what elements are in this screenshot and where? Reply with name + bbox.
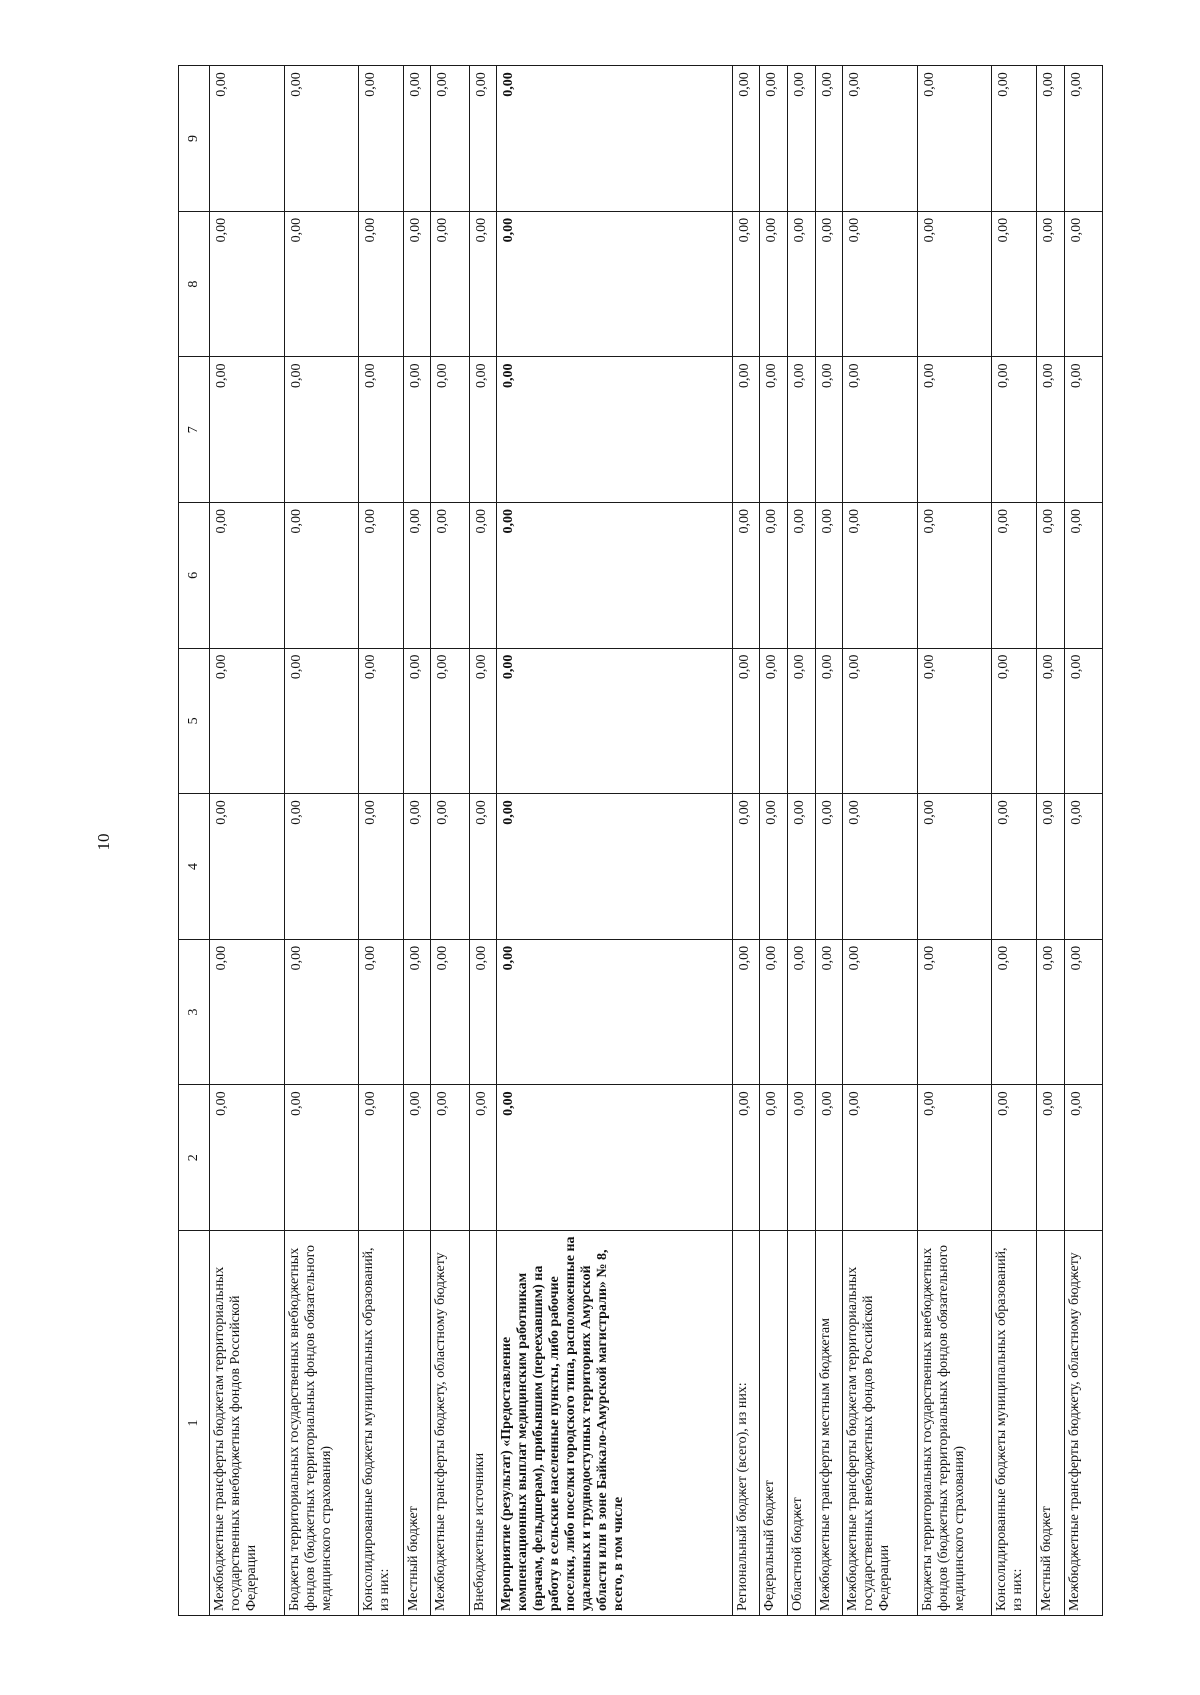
cell-value: 0,00 (403, 357, 431, 503)
row-label: Областной бюджет (788, 1231, 816, 1616)
cell-value: 0,00 (403, 794, 431, 940)
cell-value: 0,00 (431, 503, 469, 649)
cell-value: 0,00 (815, 1085, 843, 1231)
cell-value: 0,00 (1064, 66, 1103, 212)
table-row (210, 66, 285, 1616)
cell-value: 0,00 (359, 503, 403, 649)
budget-table (178, 65, 1103, 1616)
cell-value: 0,00 (732, 503, 760, 649)
cell-value: 0,00 (815, 939, 843, 1085)
table-row (732, 66, 760, 1616)
cell-value: 0,00 (917, 66, 992, 212)
cell-value: 0,00 (815, 211, 843, 357)
row-label: Межбюджетные трансферты бюджетам территориальных государственных внебюджетных фондов Российской Федерации (210, 1231, 285, 1616)
cell-value: 0,00 (1064, 939, 1103, 1085)
cell-value: 0,00 (210, 357, 285, 503)
cell-value: 0,00 (843, 939, 918, 1085)
cell-value: 0,00 (284, 357, 359, 503)
cell-value: 0,00 (403, 939, 431, 1085)
cell-value: 0,00 (732, 648, 760, 794)
cell-value: 0,00 (843, 211, 918, 357)
cell-value: 0,00 (843, 357, 918, 503)
cell-value: 0,00 (1064, 503, 1103, 649)
cell-value: 0,00 (210, 503, 285, 649)
cell-value: 0,00 (403, 648, 431, 794)
cell-value: 0,00 (1064, 648, 1103, 794)
cell-value: 0,00 (497, 794, 733, 940)
cell-value: 0,00 (1036, 939, 1064, 1085)
column-header: 6 (179, 503, 210, 649)
cell-value: 0,00 (284, 794, 359, 940)
table-row (1064, 66, 1103, 1616)
cell-value: 0,00 (788, 357, 816, 503)
row-label: Бюджеты территориальных государственных внебюджетных фондов (бюджетных территориальных фондов обязательного медицинского страхования) (284, 1231, 359, 1616)
cell-value: 0,00 (431, 211, 469, 357)
cell-value: 0,00 (992, 648, 1036, 794)
table-row (431, 66, 469, 1616)
cell-value: 0,00 (992, 357, 1036, 503)
cell-value: 0,00 (732, 794, 760, 940)
cell-value: 0,00 (469, 211, 497, 357)
cell-value: 0,00 (992, 66, 1036, 212)
column-header: 1 (179, 1231, 210, 1616)
cell-value: 0,00 (497, 211, 733, 357)
cell-value: 0,00 (732, 357, 760, 503)
cell-value: 0,00 (760, 1085, 788, 1231)
row-label: Местный бюджет (403, 1231, 431, 1616)
row-label: Мероприятие (результат) «Предоставление компенсационных выплат медицинским работникам (врачам, фельдшерам), прибывшим (переехавшим) на работу в сельские населенные пункты, либо рабочие поселки, либо поселки городского типа, расположенные на удаленных и труднодоступных территориях Амурской области или в зоне Байкало-Амурской магистрали» № 8, всего, в том числе (497, 1231, 733, 1616)
cell-value: 0,00 (403, 503, 431, 649)
cell-value: 0,00 (1064, 357, 1103, 503)
cell-value: 0,00 (431, 357, 469, 503)
cell-value: 0,00 (359, 939, 403, 1085)
row-label: Федеральный бюджет (760, 1231, 788, 1616)
cell-value: 0,00 (497, 939, 733, 1085)
cell-value: 0,00 (788, 648, 816, 794)
cell-value: 0,00 (1064, 1085, 1103, 1231)
cell-value: 0,00 (1036, 1085, 1064, 1231)
row-label: Внебюджетные источники (469, 1231, 497, 1616)
column-header: 8 (179, 211, 210, 357)
cell-value: 0,00 (760, 503, 788, 649)
cell-value: 0,00 (732, 211, 760, 357)
cell-value: 0,00 (843, 66, 918, 212)
cell-value: 0,00 (359, 794, 403, 940)
cell-value: 0,00 (917, 211, 992, 357)
cell-value: 0,00 (788, 794, 816, 940)
cell-value: 0,00 (431, 1085, 469, 1231)
cell-value: 0,00 (403, 66, 431, 212)
cell-value: 0,00 (917, 939, 992, 1085)
cell-value: 0,00 (992, 1085, 1036, 1231)
cell-value: 0,00 (843, 794, 918, 940)
cell-value: 0,00 (284, 648, 359, 794)
header-row (179, 66, 210, 1616)
table-row (992, 66, 1036, 1616)
cell-value: 0,00 (788, 939, 816, 1085)
table-row (760, 66, 788, 1616)
row-label: Региональный бюджет (всего), из них: (732, 1231, 760, 1616)
cell-value: 0,00 (815, 66, 843, 212)
cell-value: 0,00 (284, 939, 359, 1085)
row-label: Местный бюджет (1036, 1231, 1064, 1616)
cell-value: 0,00 (992, 503, 1036, 649)
cell-value: 0,00 (284, 1085, 359, 1231)
cell-value: 0,00 (1036, 66, 1064, 212)
table-row (788, 66, 816, 1616)
cell-value: 0,00 (284, 503, 359, 649)
cell-value: 0,00 (359, 357, 403, 503)
cell-value: 0,00 (469, 66, 497, 212)
cell-value: 0,00 (1036, 211, 1064, 357)
cell-value: 0,00 (210, 66, 285, 212)
cell-value: 0,00 (917, 794, 992, 940)
cell-value: 0,00 (210, 1085, 285, 1231)
cell-value: 0,00 (843, 1085, 918, 1231)
cell-value: 0,00 (431, 939, 469, 1085)
cell-value: 0,00 (992, 211, 1036, 357)
cell-value: 0,00 (469, 939, 497, 1085)
cell-value: 0,00 (815, 794, 843, 940)
cell-value: 0,00 (431, 794, 469, 940)
row-label: Межбюджетные трансферты бюджетам территориальных государственных внебюджетных фондов Российской Федерации (843, 1231, 918, 1616)
row-label: Консолидированные бюджеты муниципальных образований, из них: (992, 1231, 1036, 1616)
column-header: 7 (179, 357, 210, 503)
cell-value: 0,00 (469, 357, 497, 503)
row-label: Межбюджетные трансферты бюджету, областному бюджету (1064, 1231, 1103, 1616)
cell-value: 0,00 (917, 503, 992, 649)
cell-value: 0,00 (992, 939, 1036, 1085)
table-row (815, 66, 843, 1616)
cell-value: 0,00 (917, 648, 992, 794)
cell-value: 0,00 (359, 1085, 403, 1231)
page-number: 10 (94, 833, 113, 851)
cell-value: 0,00 (732, 939, 760, 1085)
cell-value: 0,00 (284, 211, 359, 357)
cell-value: 0,00 (843, 503, 918, 649)
cell-value: 0,00 (210, 211, 285, 357)
cell-value: 0,00 (760, 66, 788, 212)
cell-value: 0,00 (210, 939, 285, 1085)
cell-value: 0,00 (497, 357, 733, 503)
table-row (917, 66, 992, 1616)
row-label: Межбюджетные трансферты бюджету, областному бюджету (431, 1231, 469, 1616)
cell-value: 0,00 (431, 66, 469, 212)
column-header: 9 (179, 66, 210, 212)
column-header: 2 (179, 1085, 210, 1231)
cell-value: 0,00 (359, 66, 403, 212)
cell-value: 0,00 (210, 648, 285, 794)
cell-value: 0,00 (210, 794, 285, 940)
cell-value: 0,00 (469, 648, 497, 794)
table-row (403, 66, 431, 1616)
cell-value: 0,00 (1036, 357, 1064, 503)
row-label: Бюджеты территориальных государственных внебюджетных фондов (бюджетных территориальных фондов обязательного медицинского страхования) (917, 1231, 992, 1616)
cell-value: 0,00 (843, 648, 918, 794)
cell-value: 0,00 (359, 211, 403, 357)
cell-value: 0,00 (469, 794, 497, 940)
column-header: 3 (179, 939, 210, 1085)
cell-value: 0,00 (1036, 503, 1064, 649)
cell-value: 0,00 (788, 211, 816, 357)
cell-value: 0,00 (1064, 211, 1103, 357)
row-label: Межбюджетные трансферты местным бюджетам (815, 1231, 843, 1616)
cell-value: 0,00 (497, 503, 733, 649)
cell-value: 0,00 (760, 648, 788, 794)
column-header: 4 (179, 794, 210, 940)
cell-value: 0,00 (732, 66, 760, 212)
cell-value: 0,00 (760, 211, 788, 357)
cell-value: 0,00 (1036, 648, 1064, 794)
cell-value: 0,00 (284, 66, 359, 212)
cell-value: 0,00 (788, 66, 816, 212)
cell-value: 0,00 (788, 1085, 816, 1231)
row-label: Консолидированные бюджеты муниципальных образований, из них: (359, 1231, 403, 1616)
cell-value: 0,00 (403, 211, 431, 357)
cell-value: 0,00 (497, 1085, 733, 1231)
column-header: 5 (179, 648, 210, 794)
table-row (284, 66, 359, 1616)
cell-value: 0,00 (431, 648, 469, 794)
table-row (843, 66, 918, 1616)
cell-value: 0,00 (469, 503, 497, 649)
cell-value: 0,00 (917, 1085, 992, 1231)
cell-value: 0,00 (1064, 794, 1103, 940)
cell-value: 0,00 (403, 1085, 431, 1231)
cell-value: 0,00 (469, 1085, 497, 1231)
cell-value: 0,00 (917, 357, 992, 503)
cell-value: 0,00 (815, 648, 843, 794)
cell-value: 0,00 (760, 794, 788, 940)
cell-value: 0,00 (359, 648, 403, 794)
cell-value: 0,00 (815, 357, 843, 503)
cell-value: 0,00 (760, 939, 788, 1085)
rotated-table-wrapper (178, 66, 1103, 1616)
cell-value: 0,00 (788, 503, 816, 649)
table-row (497, 66, 733, 1616)
table-row (359, 66, 403, 1616)
cell-value: 0,00 (992, 794, 1036, 940)
table-row (1036, 66, 1064, 1616)
cell-value: 0,00 (732, 1085, 760, 1231)
cell-value: 0,00 (1036, 794, 1064, 940)
cell-value: 0,00 (815, 503, 843, 649)
cell-value: 0,00 (760, 357, 788, 503)
cell-value: 0,00 (497, 648, 733, 794)
cell-value: 0,00 (497, 66, 733, 212)
table-row (469, 66, 497, 1616)
